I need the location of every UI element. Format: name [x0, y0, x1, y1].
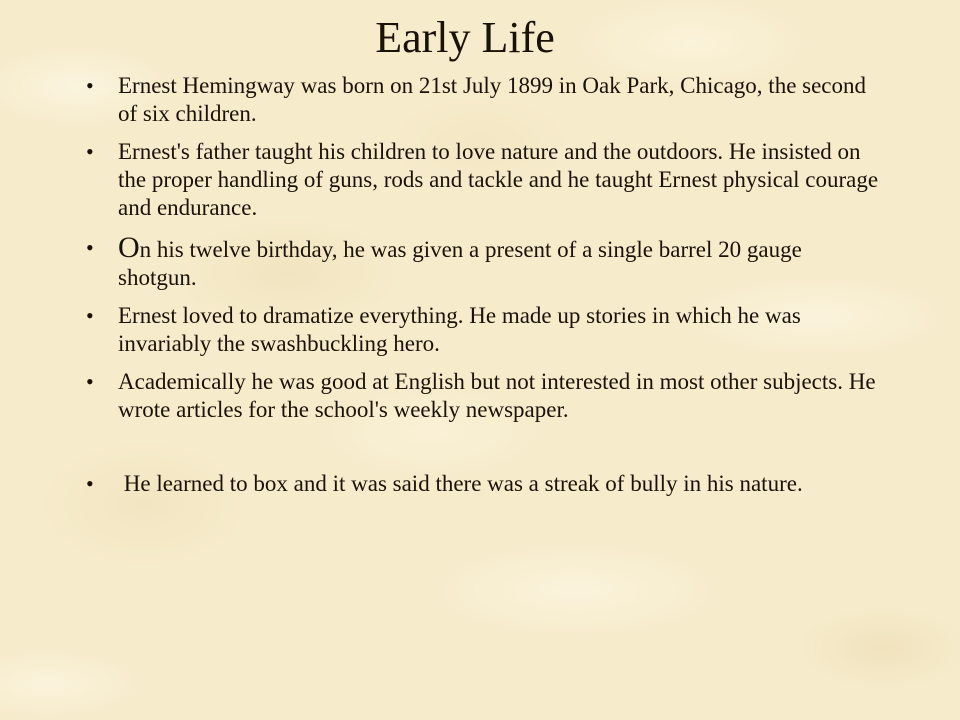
bullet-list	[86, 72, 886, 498]
bullet-item	[86, 302, 886, 358]
bullet-dot-icon: •	[86, 369, 94, 394]
bullet-item	[86, 72, 886, 128]
bullet-dot-icon: •	[86, 139, 94, 164]
bullet-text: Academically he was good at English but not interested in most other subjects. He wrote articles for the school's weekly newspaper.	[118, 369, 876, 422]
bullet-dot-icon: •	[86, 73, 94, 98]
bullet-text: Ernest Hemingway was born on 21st July 1899 in Oak Park, Chicago, the second of six children.	[118, 73, 867, 126]
bullet-initial-letter: O	[118, 231, 140, 264]
bullet-item	[86, 231, 886, 292]
bullet-dot-icon: •	[86, 303, 94, 328]
bullet-text: n his twelve birthday, he was given a present of a single barrel 20 gauge shotgun.	[118, 237, 802, 290]
bullet-item	[86, 470, 886, 498]
bullet-text: He learned to box and it was said there was a streak of bully in his nature.	[118, 471, 803, 496]
bullet-item	[86, 138, 886, 222]
bullet-text: Ernest loved to dramatize everything. He made up stories in which he was invariably the swashbuckling hero.	[118, 303, 801, 356]
bullet-dot-icon: •	[86, 235, 94, 260]
bullet-dot-icon: •	[86, 471, 94, 496]
bullet-text: Ernest's father taught his children to love nature and the outdoors. He insisted on the proper handling of guns, rods and tackle and he taught Ernest physical courage and endurance.	[118, 139, 879, 220]
slide-title: Early Life	[375, 13, 555, 62]
bullet-item	[86, 368, 886, 424]
